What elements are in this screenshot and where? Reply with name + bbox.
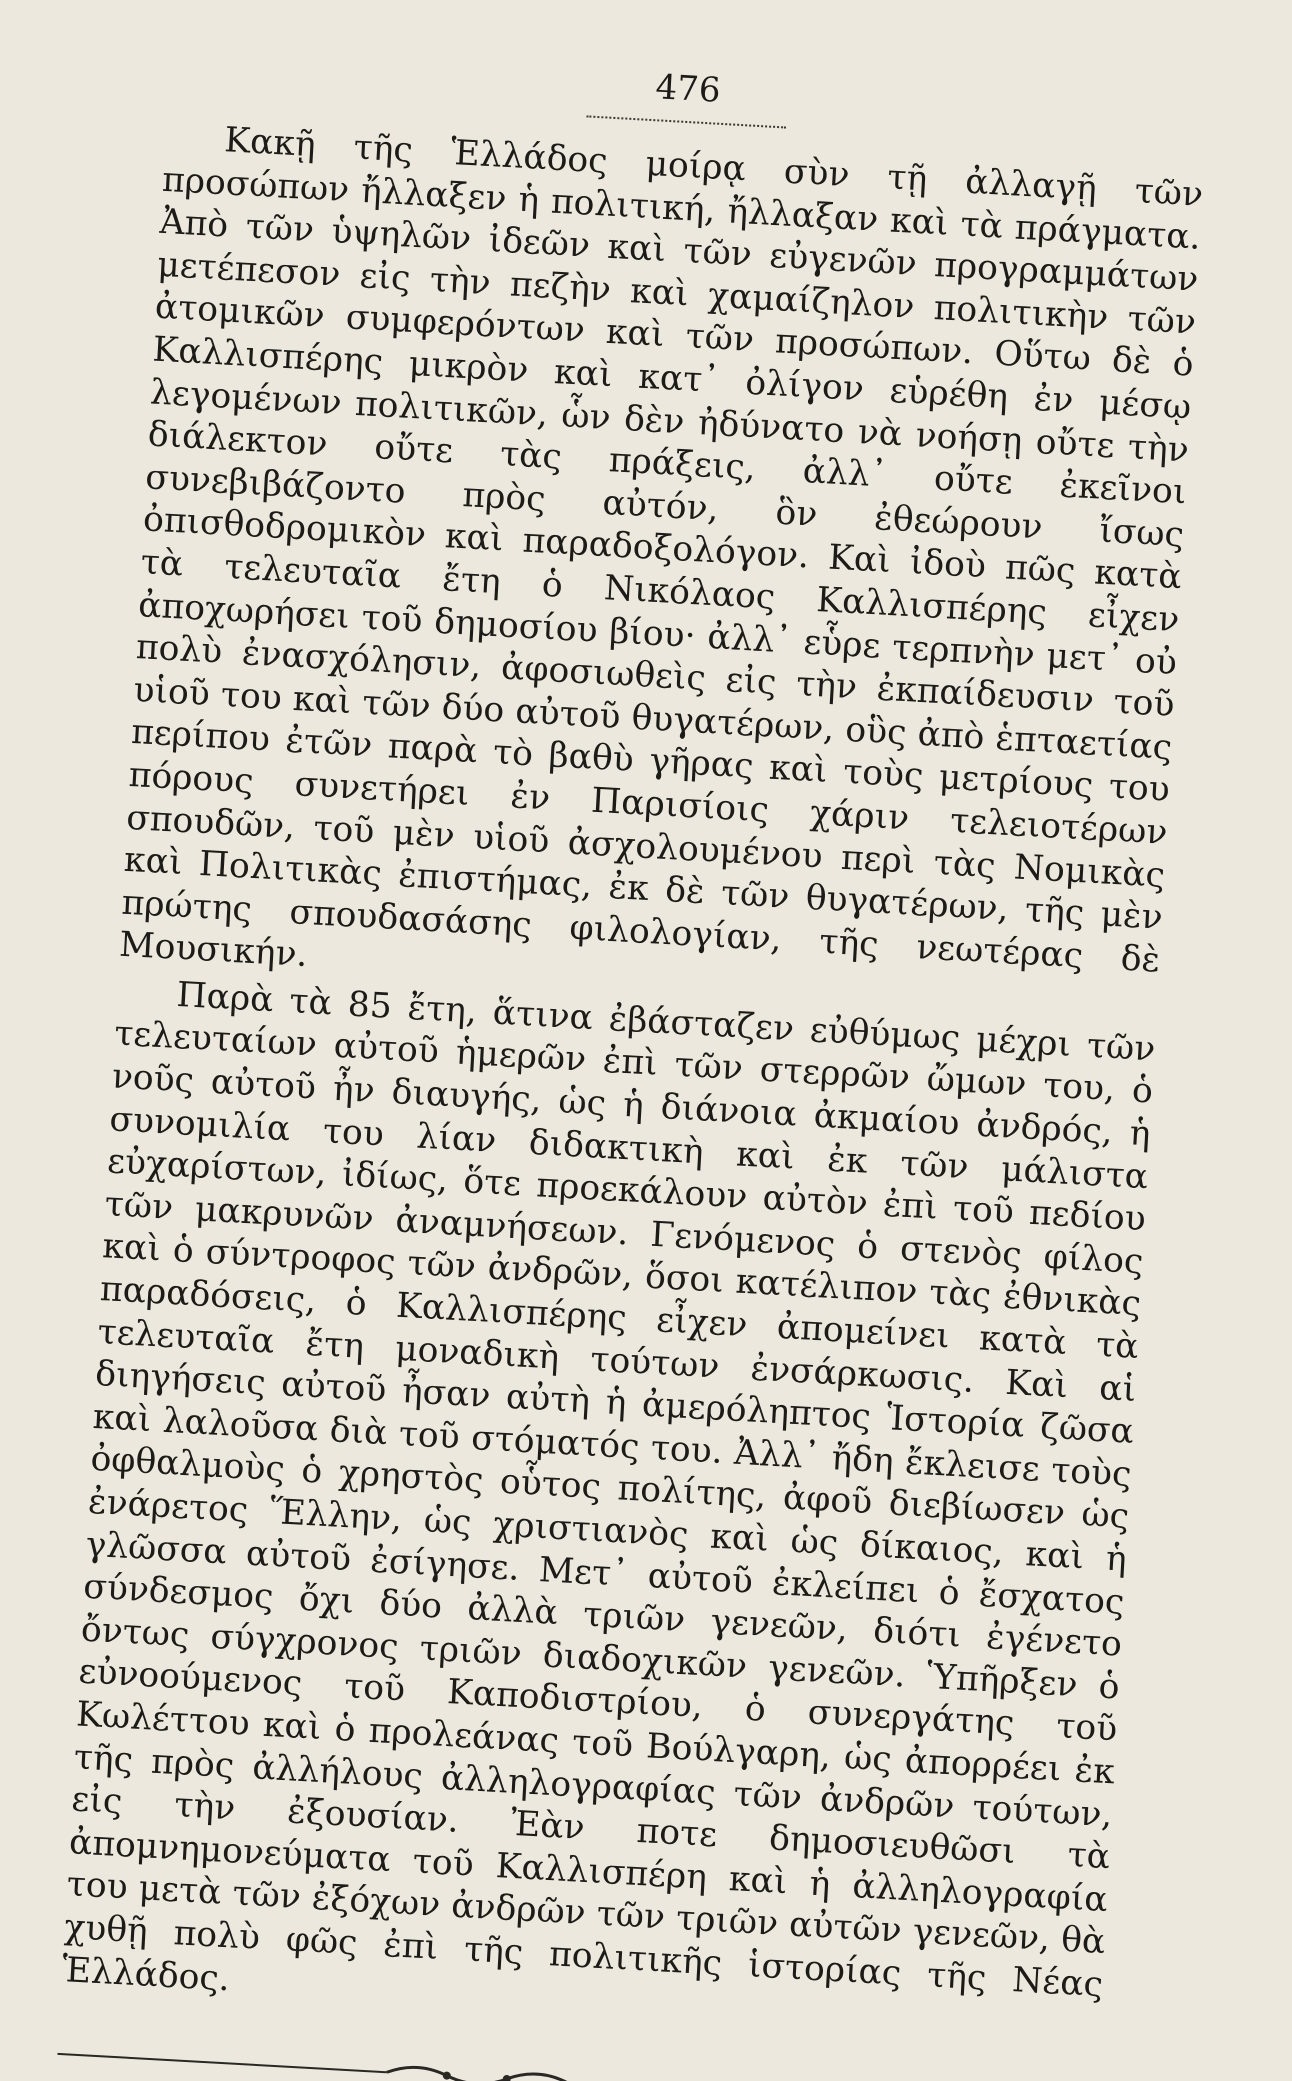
page-number: 476 bbox=[654, 67, 722, 111]
text-block bbox=[56, 40, 1208, 2081]
paragraph-2: Παρὰ τὰ 85 ἔτη, ἅτινα ἐβάσταζεν εὐθύμως μέχρι τῶν τελευταίων αὐτοῦ ἡμερῶν ἐπὶ τῶν στερρῶν ὤμων του, ὁ νοῦς αὐτοῦ ἦν διαυγής, ὡς ἡ διάνοια ἀκμαίου ἀνδρός, ἡ συνομιλία του λίαν διδακτικὴ καὶ ἐκ τῶν μάλιστα εὐχαρίστων, ἰδίως, ὅτε προεκάλουν αὐτὸν ἐπὶ τοῦ πεδίου τῶν μακρυνῶν ἀναμνήσεων. Γενόμενος ὁ στενὸς φίλος καὶ ὁ σύντροφος τῶν ἀνδρῶν, ὅσοι κατέλιπον τὰς ἐθνικὰς παραδόσεις, ὁ Καλλισπέρης εἶχεν ἀπομείνει κατὰ τὰ τελευταῖα ἔτη μοναδικὴ τούτων ἐνσάρκωσις. Καὶ αἱ διηγήσεις αὐτοῦ ἦσαν αὐτὴ ἡ ἀμερόληπτος Ἱστορία ζῶσα καὶ λαλοῦσα διὰ τοῦ στόματός του. Ἀλλ᾽ ἤδη ἔκλεισε τοὺς ὀφθαλμοὺς ὁ χρηστὸς οὗτος πολίτης, ἀφοῦ διεβίωσεν ὡς ἐνάρετος Ἕλλην, ὡς χριστιανὸς καὶ ὡς δίκαιος, καὶ ἡ γλῶσσα αὐτοῦ ἐσίγησε. Μετ᾽ αὐτοῦ ἐκλείπει ὁ ἔσχατος σύνδεσμος ὄχι δύο ἀλλὰ τριῶν γενεῶν, διότι ἐγένετο ὄντως σύγχρονος τριῶν διαδοχικῶν γενεῶν. Ὑπῆρξεν ὁ εὐνοούμενος τοῦ Καποδιστρίου, ὁ συνεργάτης τοῦ Κωλέττου καὶ ὁ προλεάνας τοῦ Βούλγαρη, ὡς ἀπορρέει ἐκ τῆς πρὸς ἀλλήλους ἀλληλογραφίας τῶν ἀνδρῶν τούτων, εἰς τὴν ἐξουσίαν. Ἐὰν ποτε δημοσιευθῶσι τὰ ἀπομνημονεύματα τοῦ Καλλισπέρη καὶ ἡ ἀλληλογραφία του μετὰ τῶν ἐξόχων ἀνδρῶν τῶν τριῶν αὐτῶν γενεῶν, θὰ χυθῇ πολὺ φῶς ἐπὶ τῆς πολιτικῆς ἱστορίας τῆς Νέας Ἑλλάδος. bbox=[61, 974, 1157, 2006]
ornamental-divider bbox=[57, 2039, 917, 2081]
paragraph-1: Κακῇ τῆς Ἑλλάδος μοίρᾳ σὺν τῇ ἀλλαγῇ τῶν προσώπων ἤλλαξεν ἡ πολιτική, ἤλλαξαν καὶ τὰ πράγματα. Ἀπὸ τῶν ὑψηλῶν ἰδεῶν καὶ τῶν εὐγενῶν προγραμμάτων μετέπεσον εἰς τὴν πεζὴν καὶ χαμαίζηλον πολιτικὴν τῶν ἀτομικῶν συμφερόντων καὶ τῶν προσώπων. Οὕτω δὲ ὁ Καλλισπέρης μικρὸν καὶ κατ᾽ ὀλίγον εὑρέθη ἐν μέσῳ λεγομένων πολιτικῶν, ὧν δὲν ἠδύνατο νὰ νοήσῃ οὔτε τὴν διάλεκτον οὔτε τὰς πράξεις, ἀλλ᾽ οὔτε ἐκεῖνοι συνεβιβάζοντο πρὸς αὐτόν, ὃν ἐθεώρουν ἴσως ὀπισθοδρομικὸν καὶ παραδοξολόγον. Καὶ ἰδοὺ πῶς κατὰ τὰ τελευταῖα ἔτη ὁ Νικόλαος Καλλισπέρης εἶχεν ἀποχωρήσει τοῦ δημοσίου βίου· ἀλλ᾽ εὗρε τερπνὴν μετ᾽ οὐ πολὺ ἐνασχόλησιν, ἀφοσιωθεὶς εἰς τὴν ἐκπαίδευσιν τοῦ υἱοῦ του καὶ τῶν δύο αὐτοῦ θυγατέρων, οὓς ἀπὸ ἑπταετίας περίπου ἐτῶν παρὰ τὸ βαθὺ γῆρας καὶ τοὺς μετρίους του πόρους συνετήρει ἐν Παρισίοις χάριν τελειοτέρων σπουδῶν, τοῦ μὲν υἱοῦ ἀσχολουμένου περὶ τὰς Νομικὰς καὶ Πολιτικὰς ἐπιστήμας, ἐκ δὲ τῶν θυγατέρων, τῆς μὲν πρώτης σπουδασάσης φιλολογίαν, τῆς νεωτέρας δὲ Μουσικήν. bbox=[118, 120, 1205, 981]
